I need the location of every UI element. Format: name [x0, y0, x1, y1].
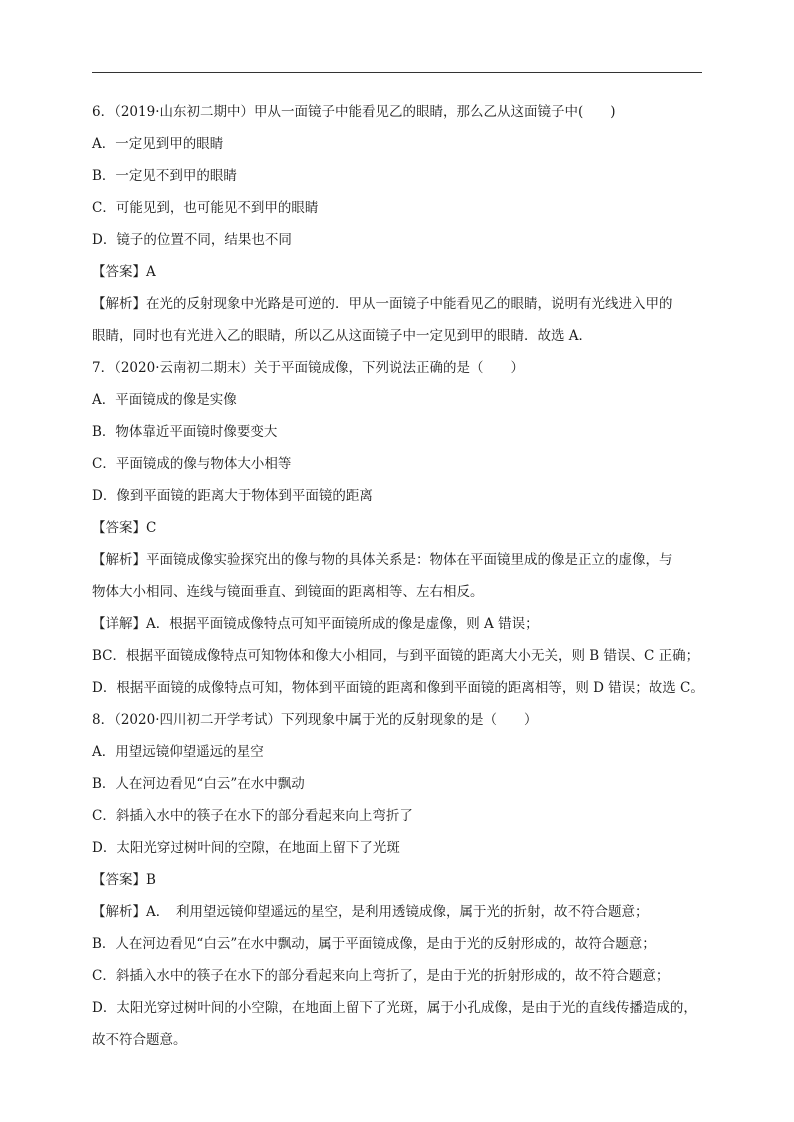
q7-answer: 【答案】C: [92, 520, 157, 536]
q6-answer: 【答案】A: [92, 264, 156, 280]
q6-option-c: C．可能见到，也可能见不到甲的眼睛: [92, 200, 319, 216]
q7-option-a: A．平面镜成的像是实像: [92, 392, 237, 408]
q8-analysis-line-4: D．太阳光穿过树叶间的小空隙，在地面上留下了光斑，属于小孔成像，是由于光的直线传播造成的，: [92, 1000, 697, 1016]
q8-analysis-line-3: C．斜插入水中的筷子在水下的部分看起来向上弯折了，是由于光的折射形成的，故不符合题意；: [92, 968, 670, 984]
q8-option-d: D．太阳光穿过树叶间的空隙，在地面上留下了光斑: [92, 840, 400, 856]
q7-analysis-line-2: 物体大小相同、连线与镜面垂直、到镜面的距离相等、左右相反。: [92, 584, 484, 600]
q8-stem: 8．（2020·四川初二开学考试）下列现象中属于光的反射现象的是（ ）: [92, 712, 538, 728]
q7-detail-line-1: 【详解】A．根据平面镜成像特点可知平面镜所成的像是虚像，则 A 错误；: [92, 616, 539, 632]
q7-detail-line-3: D．根据平面镜的成像特点可知，物体到平面镜的距离和像到平面镜的距离相等，则 D 错误；故选 C。: [92, 680, 704, 696]
q8-answer: 【答案】B: [92, 872, 156, 888]
q6-analysis-line-1: 【解析】在光的反射现象中光路是可逆的．甲从一面镜子中能看见乙的眼睛，说明有光线进入甲的: [92, 296, 673, 312]
q6-option-a: A．一定见到甲的眼睛: [92, 136, 224, 152]
q7-option-b: B．物体靠近平面镜时像要变大: [92, 424, 278, 440]
q8-analysis-line-5: 故不符合题意。: [92, 1032, 187, 1048]
q7-option-c: C．平面镜成的像与物体大小相等: [92, 456, 292, 472]
q8-analysis-line-1: 【解析】A． 利用望远镜仰望遥远的星空，是利用透镜成像，属于光的折射，故不符合题意；: [92, 904, 649, 920]
header-rule: [92, 72, 702, 73]
q7-option-d: D．像到平面镜的距离大于物体到平面镜的距离: [92, 488, 373, 504]
q6-option-b: B．一定见不到甲的眼睛: [92, 168, 237, 184]
q7-analysis-line-1: 【解析】平面镜成像实验探究出的像与物的具体关系是：物体在平面镜里成的像是正立的虚像，与: [92, 552, 673, 568]
q6-option-d: D．镜子的位置不同，结果也不同: [92, 232, 292, 248]
q6-stem: 6．（2019·山东初二期中）甲从一面镜子中能看见乙的眼睛，那么乙从这面镜子中( ): [92, 104, 616, 120]
q8-analysis-line-2: B．人在河边看见“白云”在水中飘动，属于平面镜成像，是由于光的反射形成的，故符合题意；: [92, 936, 656, 952]
q7-detail-line-2: BC．根据平面镜成像特点可知物体和像大小相同，与到平面镜的距离大小无关，则 B 错误、C 正确；: [92, 648, 700, 664]
q8-option-a: A．用望远镜仰望遥远的星空: [92, 744, 264, 760]
q8-option-b: B．人在河边看见“白云”在水中飘动: [92, 776, 305, 792]
q6-analysis-line-2: 眼睛，同时也有光进入乙的眼睛，所以乙从这面镜子中一定见到甲的眼睛．故选 A．: [92, 328, 593, 344]
q8-option-c: C．斜插入水中的筷子在水下的部分看起来向上弯折了: [92, 808, 413, 824]
q7-stem: 7．（2020·云南初二期末）关于平面镜成像，下列说法正确的是（ ）: [92, 360, 524, 376]
document-content: [92, 96, 704, 1056]
